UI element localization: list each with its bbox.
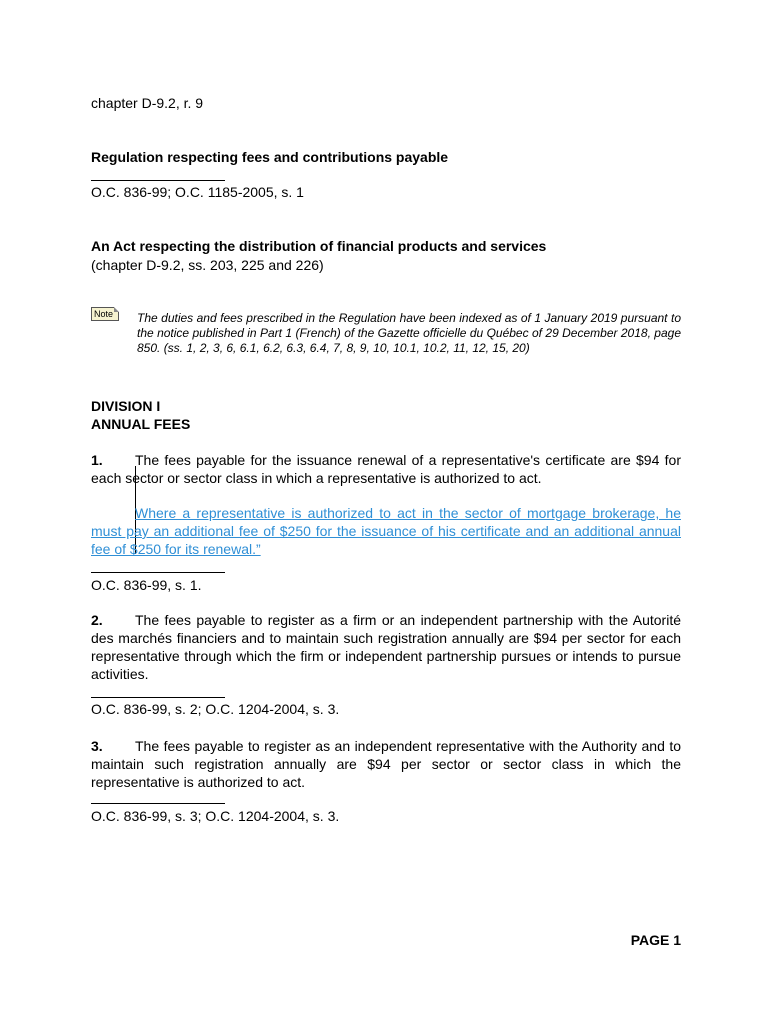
note-icon[interactable] (91, 307, 119, 321)
section-1 (91, 451, 681, 487)
source-divider (91, 803, 225, 804)
note-icon-label: Note (94, 309, 114, 319)
division-subtitle: ANNUAL FEES (91, 416, 191, 432)
regulation-title: Regulation respecting fees and contributions payable (91, 149, 449, 165)
source-divider (91, 180, 225, 181)
act-subtitle: (chapter D-9.2, ss. 203, 225 and 226) (91, 257, 324, 273)
section-text: The fees payable to register as a firm or an independent partnership with the Autorité des marchés financiers and to maintain such registration annually are $94 per sector for each representative through which the firm or independent partnership pursues or intends to pursue activities. (91, 612, 681, 682)
section-number: 2. (91, 612, 103, 628)
section-source: O.C. 836-99, s. 2; O.C. 1204-2004, s. 3. (91, 701, 340, 717)
source-divider (91, 572, 225, 573)
section-1-amendment: Where a representative is authorized to act in the sector of mortgage brokerage, he must pay an additional fee of $250 for the issuance of his certificate and an additional annual fee of $250 for its renewal.” (91, 505, 681, 557)
section-number: 1. (91, 452, 103, 468)
section-2 (91, 611, 681, 683)
page-number: PAGE 1 (630, 932, 681, 948)
section-source: O.C. 836-99, s. 3; O.C. 1204-2004, s. 3. (91, 808, 340, 824)
regulation-source: O.C. 836-99; O.C. 1185-2005, s. 1 (91, 184, 304, 200)
document-page (91, 0, 681, 1024)
act-title: An Act respecting the distribution of financial products and services (91, 238, 547, 254)
chapter-reference: chapter D-9.2, r. 9 (91, 95, 204, 111)
division-title: DIVISION I (91, 398, 161, 414)
section-text: The fees payable to register as an independent representative with the Authority and to maintain such registration annually are $94 per sector or sector class in which the representative is authorized to act. (91, 738, 681, 790)
section-source: O.C. 836-99, s. 1. (91, 577, 202, 593)
section-text: The fees payable for the issuance renewal of a representative's certificate are $94 for each sector or sector class in which a representative is authorized to act. (91, 452, 681, 486)
section-number: 3. (91, 738, 103, 754)
source-divider (91, 697, 225, 698)
section-3 (91, 737, 681, 791)
note-text: The duties and fees prescribed in the Regulation have been indexed as of 1 January 2019 pursuant to the notice published in Part 1 (French) of the Gazette officielle du Québec of 29 December 2018, page 850. (ss. 1, 2, 3, 6, 6.1, 6.2, 6.3, 6.4, 7, 8, 9, 10, 10.1, 10.2, 11, 12, 15, 20) (137, 311, 681, 355)
